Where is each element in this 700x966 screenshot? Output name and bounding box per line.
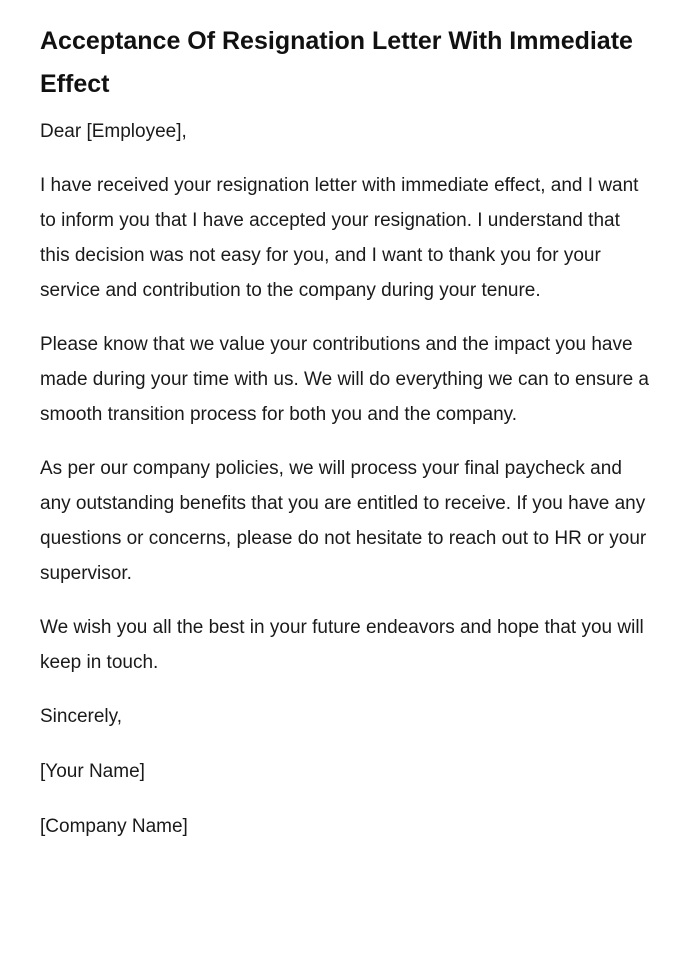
letter-paragraph-2: Please know that we value your contributions and the impact you have made during your time with us. We will do everything we can to ensure a smooth transition process for both you and the company. [40, 334, 650, 425]
signature-company: [Company Name] [40, 816, 188, 837]
letter-greeting: Dear [Employee], [40, 121, 187, 142]
letter-paragraph-3: As per our company policies, we will process your final paycheck and any outstanding benefits that you are entitled to receive. If you have any questions or concerns, please do not hesitate to reach out to HR or your supervisor. [40, 458, 647, 584]
letter-document [40, 20, 650, 864]
letter-title: Acceptance Of Resignation Letter With Immediate Effect [40, 27, 633, 98]
letter-closing: Sincerely, [40, 706, 123, 727]
letter-paragraph-4: We wish you all the best in your future endeavors and hope that you will keep in touch. [40, 617, 644, 673]
letter-paragraph-1: I have received your resignation letter with immediate effect, and I want to inform you that I have accepted your resignation. I understand that this decision was not easy for you, and I want to thank you for your service and contribution to the company during your tenure. [40, 175, 639, 301]
signature-name: [Your Name] [40, 761, 145, 782]
